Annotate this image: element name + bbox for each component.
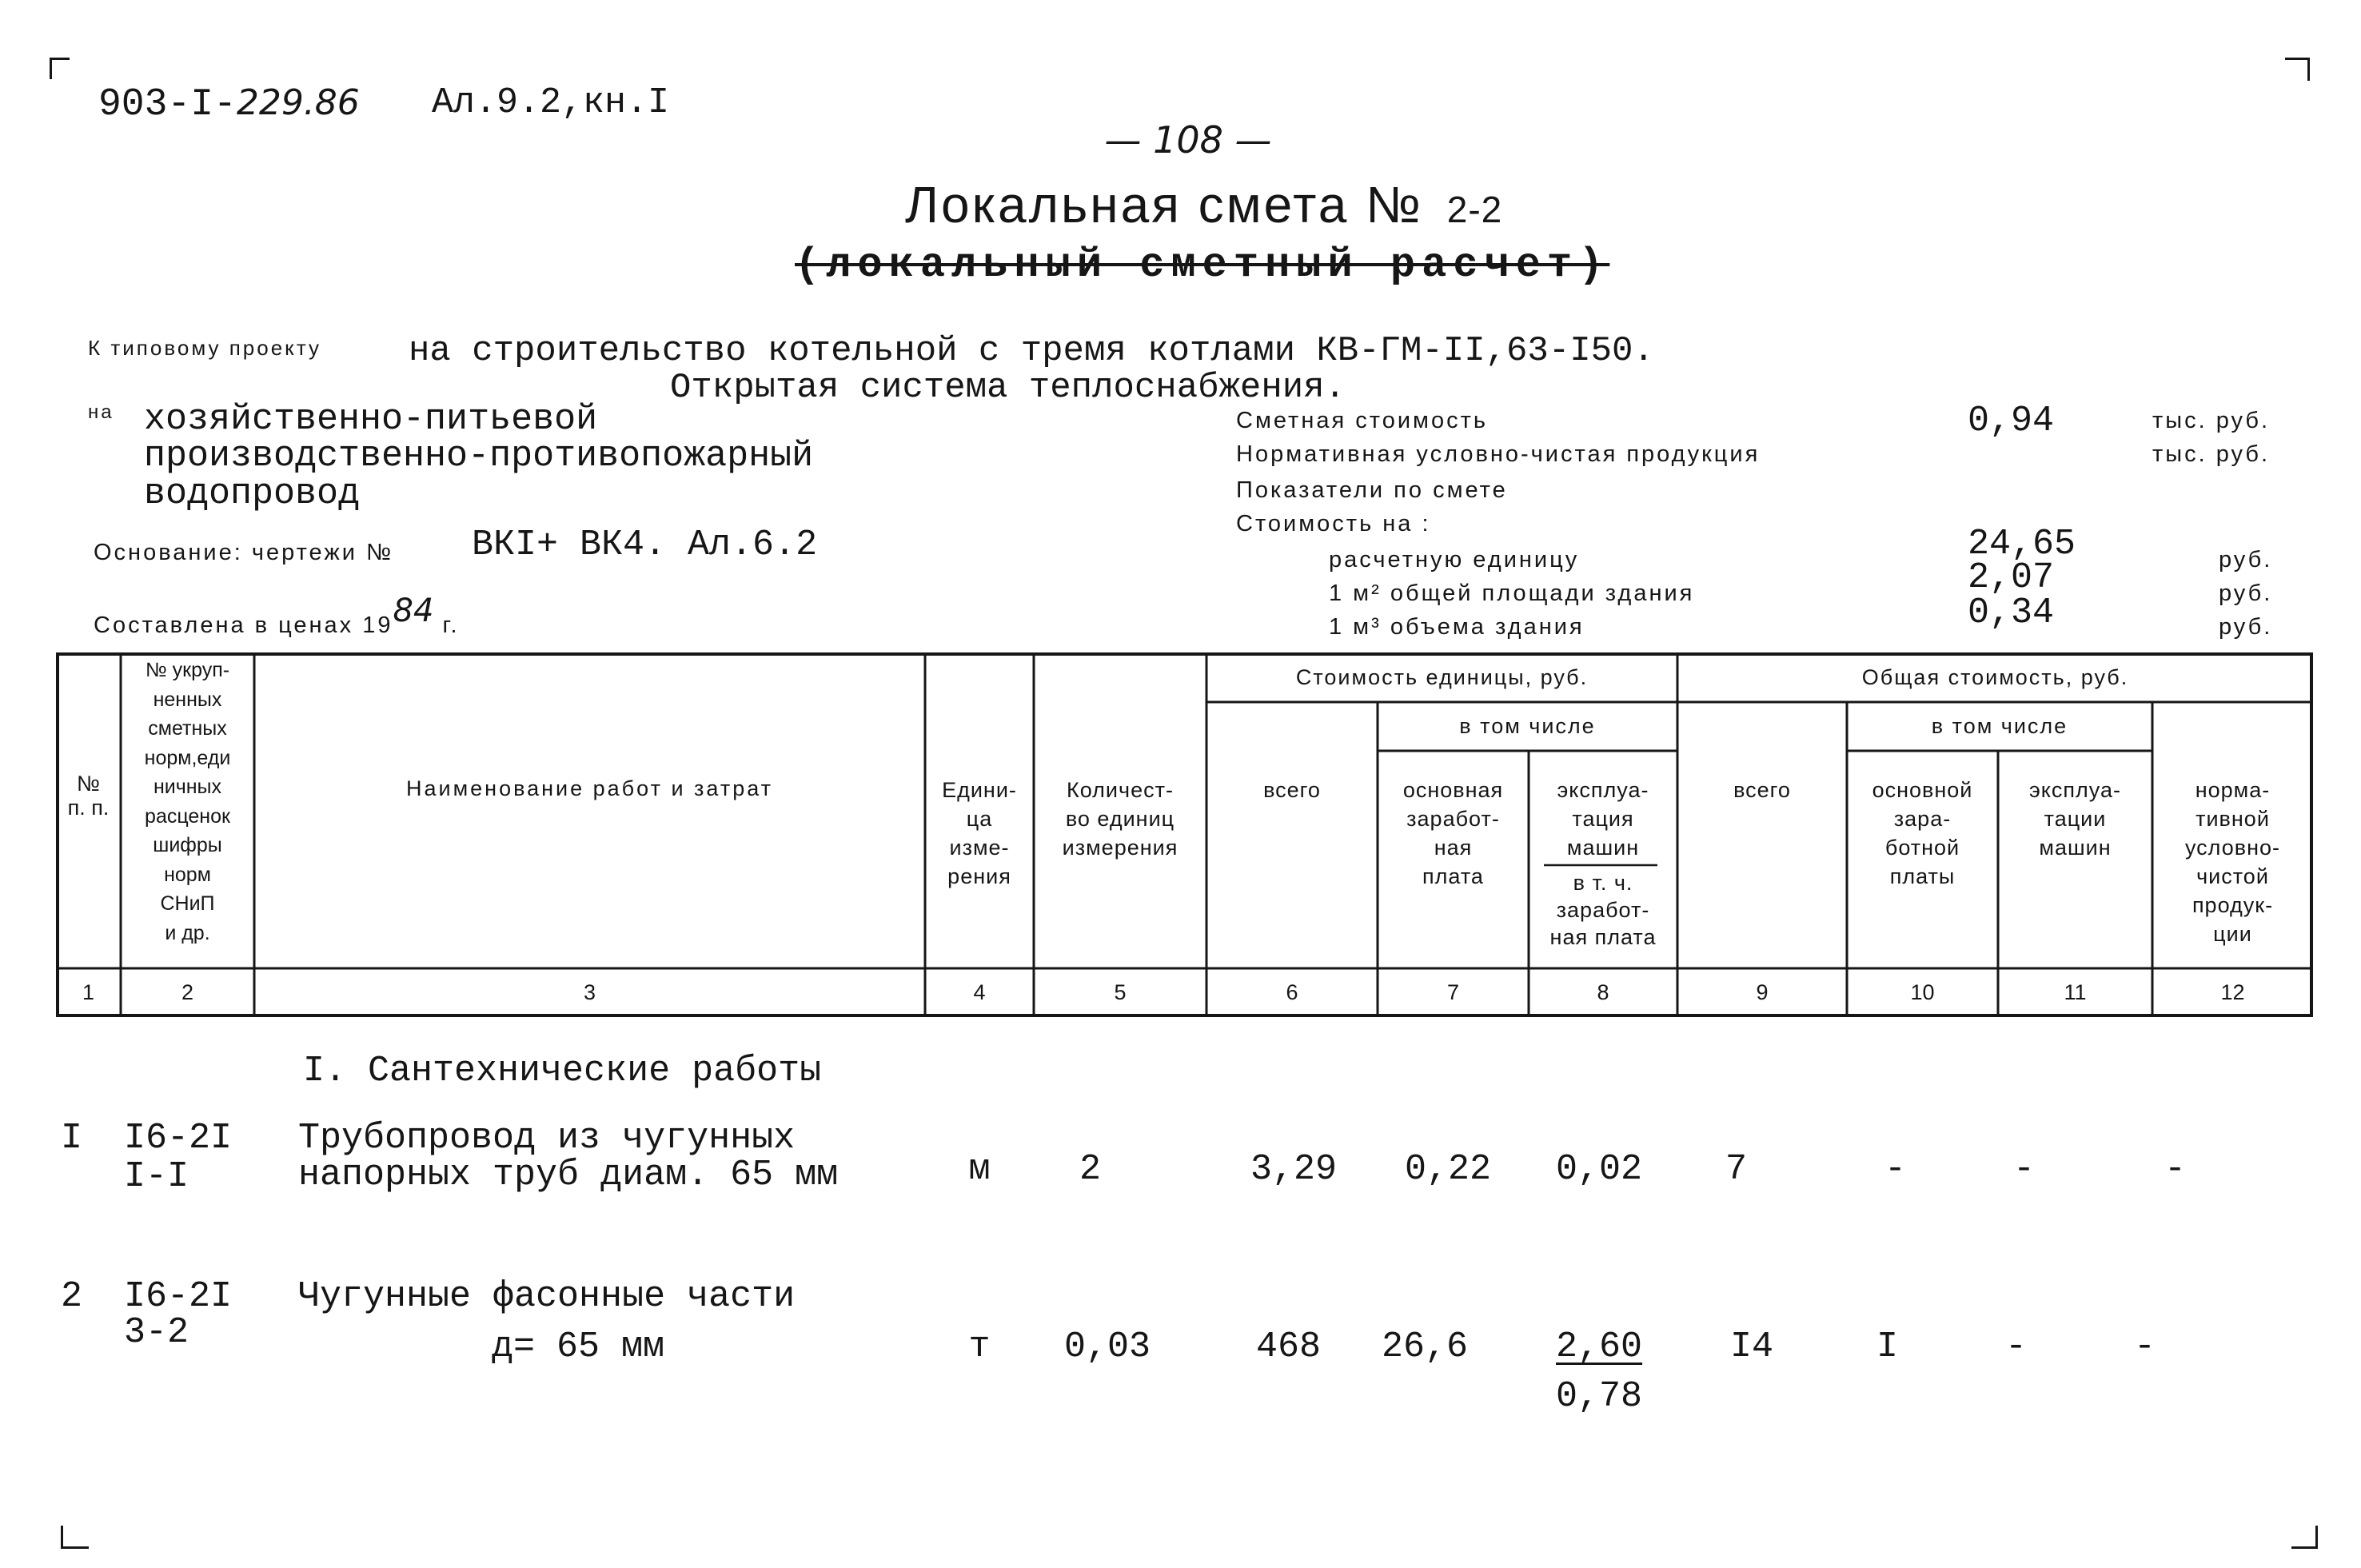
series-prefix: 903-I- [98,83,237,126]
section-title: I. Сантехнические работы [303,1051,822,1091]
row-work-name: напорных труб диам. 65 мм [298,1155,839,1195]
column-number: 1 [82,980,95,1004]
header-col-number: № п. п. [67,772,110,820]
corner-mark-top-right [2285,58,2310,81]
header-group-total-cost: Общая стоимость, руб. [1861,665,2129,689]
prices-year-printed: 19 [362,612,393,638]
object-line-2: производственно-противопожарный [144,436,814,477]
column-number: 11 [2064,980,2087,1004]
header-col-unit: Едини- ца изме- рения [942,778,1017,888]
header-col-unit-machine-wage: в т. ч. заработ- ная плата [1549,871,1657,949]
row-unit-machine: 2,60 [1556,1327,1643,1367]
row-unit: м [968,1149,991,1190]
row-unit-wage: 0,22 [1405,1149,1492,1190]
row-total-wage: - [1884,1149,1907,1190]
header-col-quantity: Количест- во единиц измерения [1062,778,1179,860]
prices-label: Составлена в ценах [94,612,354,638]
column-number: 4 [973,980,986,1004]
row-unit-total: 468 [1256,1327,1322,1367]
page-number: — 108 — [1104,118,1272,162]
normative-unit: тыс. руб. [2152,441,2271,467]
series-code [98,83,360,125]
row-quantity: 2 [1079,1149,1102,1190]
indicator-value: 2,07 [1968,557,2055,598]
row-unit-machine: 0,02 [1556,1149,1643,1190]
normative-label: Нормативная условно-чистая продукция [1236,441,1761,467]
object-label: на [88,401,114,423]
corner-mark-top-left [50,58,70,79]
project-line-2: Открытая система теплоснабжения. [670,368,1346,408]
corner-mark-bottom-left [61,1526,89,1549]
row-quantity: 0,03 [1064,1327,1151,1367]
indicators-label: Показатели по смете [1236,477,1508,503]
row-unit-total: 3,29 [1250,1149,1338,1190]
header-col-work-name: Наименование работ и затрат [405,776,773,800]
series-number: 229.86 [236,82,360,123]
prices-line [94,592,460,638]
row-total-wage: I [1876,1327,1899,1367]
indicator-value: 0,34 [1968,592,2055,633]
header-col-unit-total: всего [1263,778,1321,802]
indicator-unit: руб. [2219,547,2273,573]
prices-suffix: г. [442,612,460,638]
column-number: 2 [181,980,194,1004]
document-title [905,177,1502,237]
header-group-unit-cost-sub: в том числе [1459,714,1596,738]
indicator-label: 1 м³ объема здания [1329,614,1585,640]
column-number: 3 [583,980,596,1004]
row-total-normative-net: - [2134,1327,2156,1367]
header-col-total: всего [1733,778,1791,802]
indicator-unit: руб. [2219,614,2273,640]
row-norm-code: I-I [124,1156,189,1197]
row-total-machine: - [2005,1327,2028,1367]
row-work-name: д= 65 мм [492,1327,665,1367]
row-work-name: Чугунные фасонные части [298,1276,796,1317]
row-total-machine: - [2013,1149,2036,1190]
indicator-label: 1 м² общей площади здания [1329,581,1695,606]
corner-mark-bottom-right [2291,1526,2318,1549]
struck-subtitle: (локальный сметный расчет) [795,241,1610,289]
document-title-text: Локальная смета № [905,176,1423,233]
row-number: 2 [61,1276,83,1317]
column-number: 6 [1286,980,1298,1004]
estimated-cost-value: 0,94 [1968,401,2055,441]
header-group-unit-cost: Стоимость единицы, руб. [1295,665,1589,689]
row-total: I4 [1730,1327,1774,1367]
estimate-number: 2-2 [1446,189,1503,230]
estimated-cost-unit: тыс. руб. [2152,408,2271,433]
header-col-normative-net: норма- тивной условно- чистой продук- ции [2184,778,2281,946]
row-unit: т [968,1327,991,1367]
estimated-cost-label: Сметная стоимость [1236,408,1488,433]
row-norm-code: 3-2 [124,1312,189,1353]
indicator-value: 24,65 [1968,524,2076,565]
header-col-unit-wage: основная заработ- ная плата [1402,778,1504,888]
column-number: 8 [1597,980,1609,1004]
indicator-unit: руб. [2219,581,2273,606]
header-col-total-wage: основной зара- ботной платы [1872,778,1973,888]
header-col-total-machine: эксплуа- тации машин [2029,778,2121,860]
column-number: 5 [1114,980,1127,1004]
row-unit-machine-wage: 0,78 [1556,1376,1643,1417]
row-unit-wage: 26,6 [1382,1327,1469,1367]
header-col-norm-code: № укруп- ненных сметных норм,еди ничных расценок шифры норм СНиП и др. [144,659,231,944]
header-col-unit-machine: эксплуа- тация машин [1557,778,1649,860]
project-label: К типовому проекту [88,336,322,360]
album-reference: Ал.9.2,кн.I [432,82,670,123]
cost-per-label: Стоимость на : [1236,511,1431,537]
row-norm-code: I6-2I [124,1118,233,1159]
indicator-label: расчетную единицу [1329,547,1580,573]
header-group-total-cost-sub: в том числе [1931,714,2068,738]
row-norm-code: I6-2I [124,1276,233,1317]
row-work-name: Трубопровод из чугунных [298,1118,796,1159]
row-total-normative-net: - [2164,1149,2187,1190]
project-line-1: на строительство котельной с тремя котлами КВ-ГМ-II,63-I50. [409,331,1654,371]
column-number: 12 [2220,980,2245,1004]
column-number: 10 [1910,980,1935,1004]
object-line-1: хозяйственно-питьевой [144,399,598,440]
basis-label: Основание: чертежи № [94,540,394,565]
object-line-3: водопровод [144,473,361,514]
basis-value: ВКI+ ВК4. Ал.6.2 [472,525,818,565]
column-number: 7 [1446,980,1460,1004]
column-number: 9 [1756,980,1769,1004]
prices-year-written: 84 [393,592,434,629]
estimate-table-header [56,652,2313,1017]
row-total: 7 [1725,1149,1748,1190]
row-number: I [61,1118,83,1159]
